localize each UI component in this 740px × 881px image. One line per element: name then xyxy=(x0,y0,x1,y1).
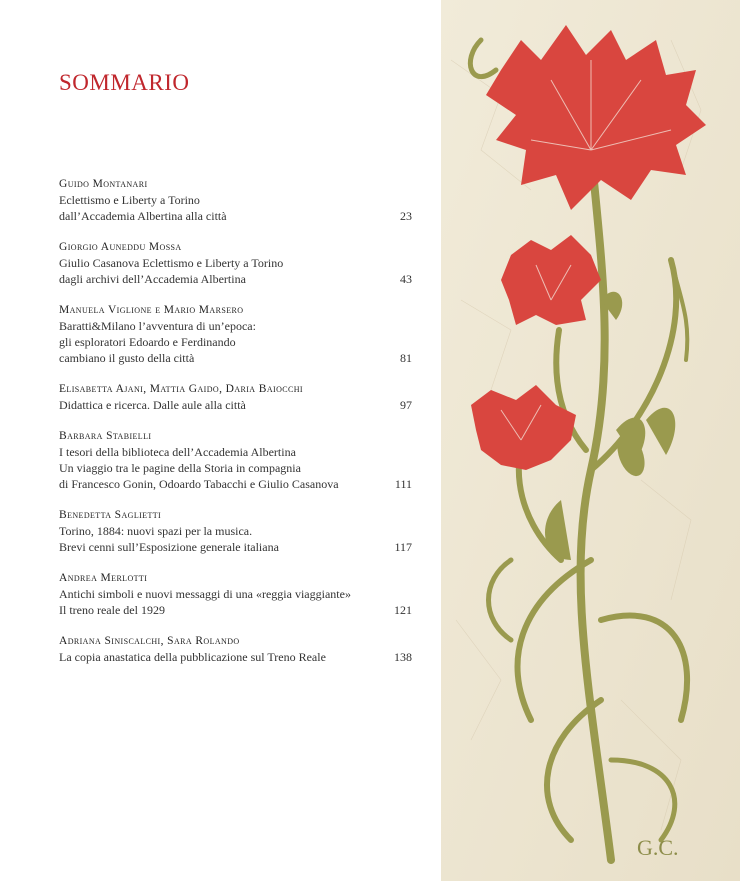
toc-author: Guido Montanari xyxy=(59,178,148,190)
toc-title-line: Il treno reale del 1929 xyxy=(59,603,165,617)
toc-entry[interactable] xyxy=(59,239,412,287)
toc-entry[interactable] xyxy=(59,176,412,224)
toc-title-line: Giulio Casanova Eclettismo e Liberty a Torino xyxy=(59,256,284,270)
toc-title-line: Torino, 1884: nuovi spazi per la musica. xyxy=(59,524,253,538)
carnation-illustration xyxy=(441,0,740,881)
toc-title-line: Didattica e ricerca. Dalle aule alla città xyxy=(59,398,246,412)
toc-entry[interactable] xyxy=(59,428,412,492)
toc-title-line: Brevi cenni sull’Esposizione generale italiana xyxy=(59,540,279,554)
toc-title-line: Un viaggio tra le pagine della Storia in compagnia xyxy=(59,461,301,475)
toc-page-number: 43 xyxy=(400,272,412,286)
page-title: SOMMARIO xyxy=(59,70,190,95)
toc-title-line: Antichi simboli e nuovi messaggi di una «reggia viaggiante» xyxy=(59,587,351,601)
toc-title-line: di Francesco Gonin, Odoardo Tabacchi e Giulio Casanova xyxy=(59,477,339,491)
toc-page-number: 23 xyxy=(400,209,412,223)
toc-author: Elisabetta Ajani, Mattia Gaido, Daria Baiocchi xyxy=(59,383,303,395)
toc-page-number: 138 xyxy=(394,650,412,664)
toc-page-number: 97 xyxy=(400,398,412,412)
toc-title-line: La copia anastatica della pubblicazione sul Treno Reale xyxy=(59,650,326,664)
toc-title-line: I tesori della biblioteca dell’Accademia Albertina xyxy=(59,445,296,459)
toc-author: Giorgio Auneddu Mossa xyxy=(59,241,182,253)
toc-page-number: 121 xyxy=(394,603,412,617)
toc-page-number: 111 xyxy=(394,477,412,491)
toc-title-line: gli esploratori Edoardo e Ferdinando xyxy=(59,335,236,349)
toc-title-line: cambiano il gusto della città xyxy=(59,351,195,365)
toc-page-number: 81 xyxy=(400,351,412,365)
toc-title-line: dagli archivi dell’Accademia Albertina xyxy=(59,272,246,286)
toc-entry[interactable] xyxy=(59,381,412,413)
table-of-contents xyxy=(59,176,412,680)
toc-page-number: 117 xyxy=(394,540,412,554)
toc-author: Benedetta Saglietti xyxy=(59,509,162,521)
toc-author: Adriana Siniscalchi, Sara Rolando xyxy=(59,635,240,647)
toc-title-line: Eclettismo e Liberty a Torino xyxy=(59,193,200,207)
toc-entry[interactable] xyxy=(59,507,412,555)
toc-author: Andrea Merlotti xyxy=(59,572,148,584)
artist-signature: G.C. xyxy=(637,835,679,860)
toc-title-line: Baratti&Milano l’avventura di un’epoca: xyxy=(59,319,256,333)
toc-title-line: dall’Accademia Albertina alla città xyxy=(59,209,227,223)
toc-author: Barbara Stabielli xyxy=(59,430,152,442)
toc-author: Manuela Viglione e Mario Marsero xyxy=(59,304,244,316)
toc-entry[interactable] xyxy=(59,570,412,618)
carnation-artwork xyxy=(441,0,740,881)
toc-entry[interactable] xyxy=(59,633,412,665)
toc-entry[interactable] xyxy=(59,302,412,366)
